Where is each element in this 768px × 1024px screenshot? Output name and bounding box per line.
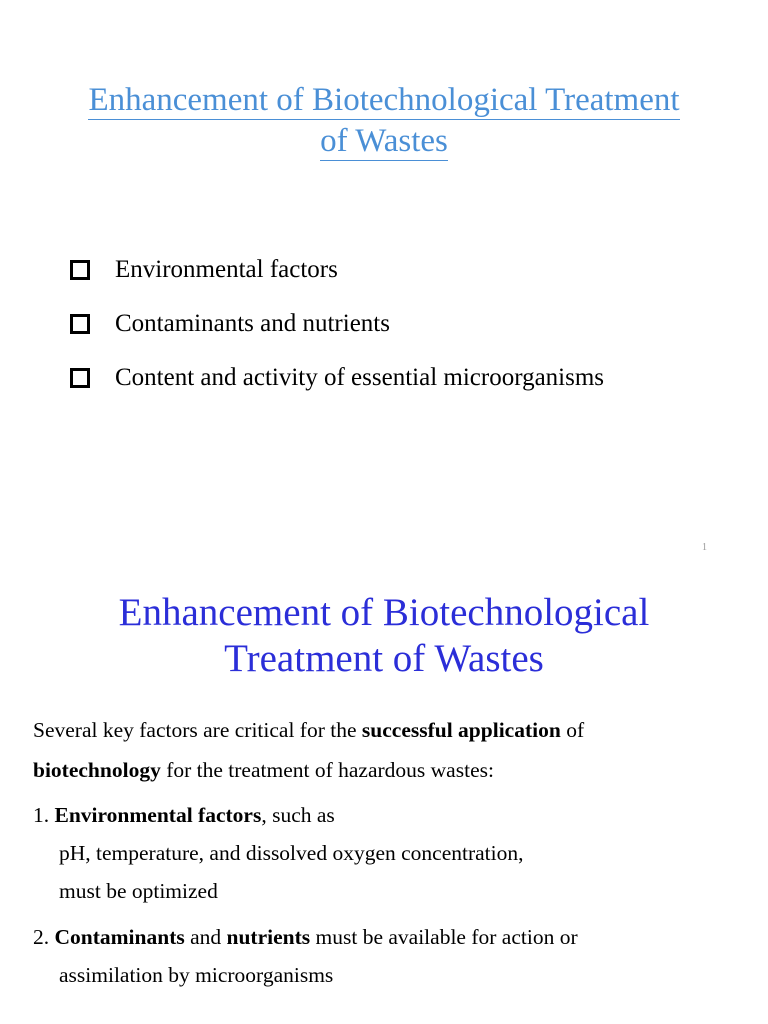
slide-1-title-line-2: of Wastes: [320, 123, 448, 159]
item-2-bold-2: nutrients: [226, 925, 311, 949]
item-1-line-2: pH, temperature, and dissolved oxygen concentration,: [59, 841, 524, 865]
page-number: 1: [702, 542, 707, 553]
intro-text-3: for the treatment of hazardous wastes:: [160, 758, 494, 782]
item-1-line-3: must be optimized: [59, 879, 218, 903]
item-2-rest: must be available for action or: [310, 925, 578, 949]
slide-2-title-line-1: Enhancement of Biotechnological: [118, 591, 650, 634]
slide-1-title-line-1: Enhancement of Biotechnological Treatment: [88, 82, 680, 118]
slide-2: [0, 570, 768, 1024]
bullet-text: Environmental factors: [115, 256, 338, 283]
intro-text-1: Several key factors are critical for the: [33, 718, 362, 742]
bullet-item: [70, 304, 604, 358]
slide-2-title-line-2: Treatment of Wastes: [224, 637, 544, 680]
slide-1-title: [0, 80, 768, 162]
numbered-item-1: [33, 796, 733, 910]
square-bullet-icon: [70, 368, 90, 388]
item-1-bold: Environmental factors: [54, 803, 262, 827]
slide-2-body: [33, 710, 733, 1002]
intro-bold-1: successful application: [361, 718, 561, 742]
item-2-number: 2.: [33, 925, 55, 949]
slide-2-title: [0, 590, 768, 682]
bullet-text: Content and activity of essential microorganisms: [115, 364, 605, 391]
item-2-bold-1: Contaminants: [54, 925, 185, 949]
square-bullet-icon: [70, 260, 90, 280]
intro-paragraph: [33, 710, 733, 790]
bullet-item: [70, 358, 604, 412]
bullet-list: [70, 250, 604, 412]
item-2-line-1: [33, 918, 733, 956]
item-2-mid: and: [184, 925, 227, 949]
item-1-number: 1.: [33, 803, 55, 827]
square-bullet-icon: [70, 314, 90, 334]
intro-text-2: of: [560, 718, 585, 742]
bullet-item: [70, 250, 604, 304]
item-2-line-2: assimilation by microorganisms: [59, 963, 334, 987]
numbered-item-2: [33, 918, 733, 994]
item-1-rest: , such as: [261, 803, 335, 827]
intro-bold-2: biotechnology: [33, 758, 161, 782]
bullet-text: Contaminants and nutrients: [115, 310, 390, 337]
item-1-line-1: [33, 796, 733, 834]
